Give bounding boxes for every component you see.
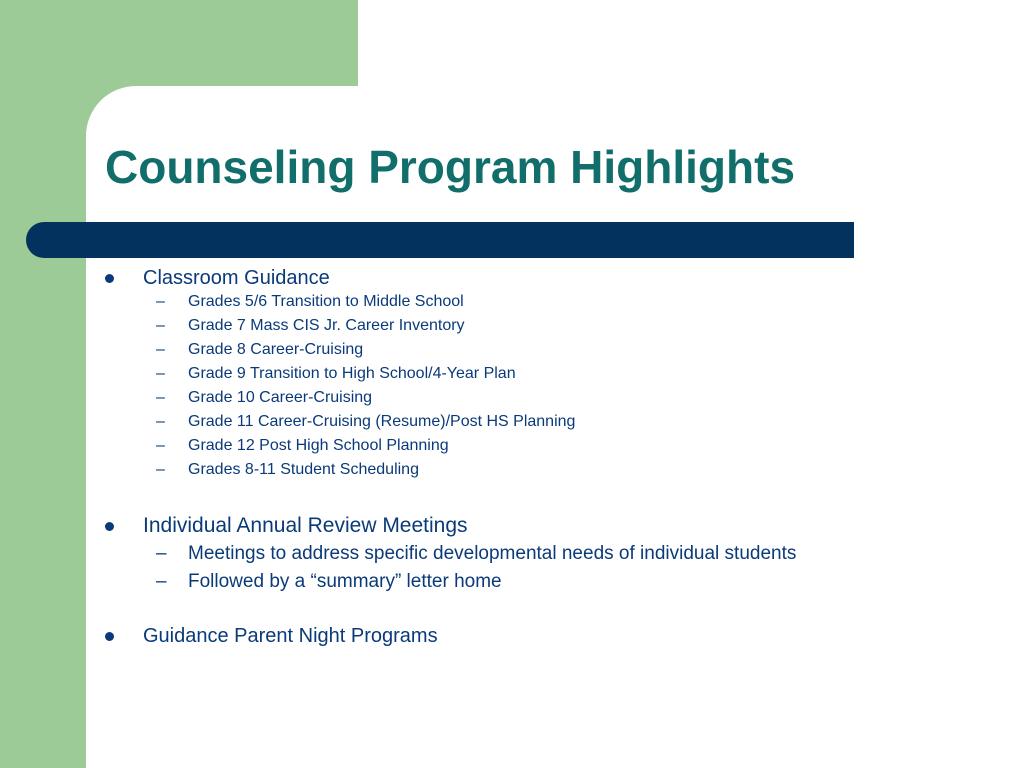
bullet-item [104,624,984,648]
bullet-item [104,512,984,540]
sub-bullet-item [104,410,984,434]
dash-icon: – [156,413,165,430]
sub-bullet-text: Meetings to address specific developmental needs of individual students [188,543,797,564]
dash-icon: – [156,571,167,592]
bullet-list [104,266,984,648]
sub-bullet-item [104,314,984,338]
sub-bullet-item [104,338,984,362]
bullet-heading: Guidance Parent Night Programs [143,625,438,647]
sub-bullet-text: Grade 8 Career-Cruising [188,341,364,358]
sub-bullet-text: Grade 12 Post High School Planning [188,437,449,454]
dash-icon: – [156,317,165,334]
sub-bullet-text: Grades 5/6 Transition to Middle School [188,293,464,310]
dash-icon: – [156,293,165,310]
bullet-group-parent-night [104,624,984,648]
dash-icon: – [156,543,167,564]
sub-bullet-item [104,458,984,482]
dash-icon: – [156,341,165,358]
bullet-dot-icon [105,274,114,283]
sub-bullet-text: Grade 11 Career-Cruising (Resume)/Post HS Planning [188,413,576,430]
sub-bullet-item [104,290,984,314]
sub-bullet-item [104,386,984,410]
sub-bullet-item [104,540,984,568]
bullet-group-classroom-guidance [104,266,984,482]
bullet-item [104,266,984,290]
dash-icon: – [156,389,165,406]
bullet-heading: Classroom Guidance [143,267,330,289]
dash-icon: – [156,365,165,382]
bullet-heading: Individual Annual Review Meetings [143,514,468,537]
bullet-dot-icon [105,632,114,641]
bullet-group-annual-review [104,512,984,596]
bullet-dot-icon [105,522,114,531]
slide-title: Counseling Program Highlights [105,141,796,193]
sub-bullet-text: Grade 10 Career-Cruising [188,389,373,406]
sub-bullet-text: Followed by a “summary” letter home [188,571,502,592]
sub-bullet-item [104,434,984,458]
dash-icon: – [156,437,165,454]
sub-bullet-item [104,568,984,596]
sub-bullet-text: Grade 7 Mass CIS Jr. Career Inventory [188,317,465,334]
dash-icon: – [156,461,165,478]
sub-bullet-text: Grades 8-11 Student Scheduling [188,461,419,478]
sub-bullet-text: Grade 9 Transition to High School/4-Year Plan [188,365,516,382]
title-underline-bar [26,222,854,258]
sub-bullet-item [104,362,984,386]
